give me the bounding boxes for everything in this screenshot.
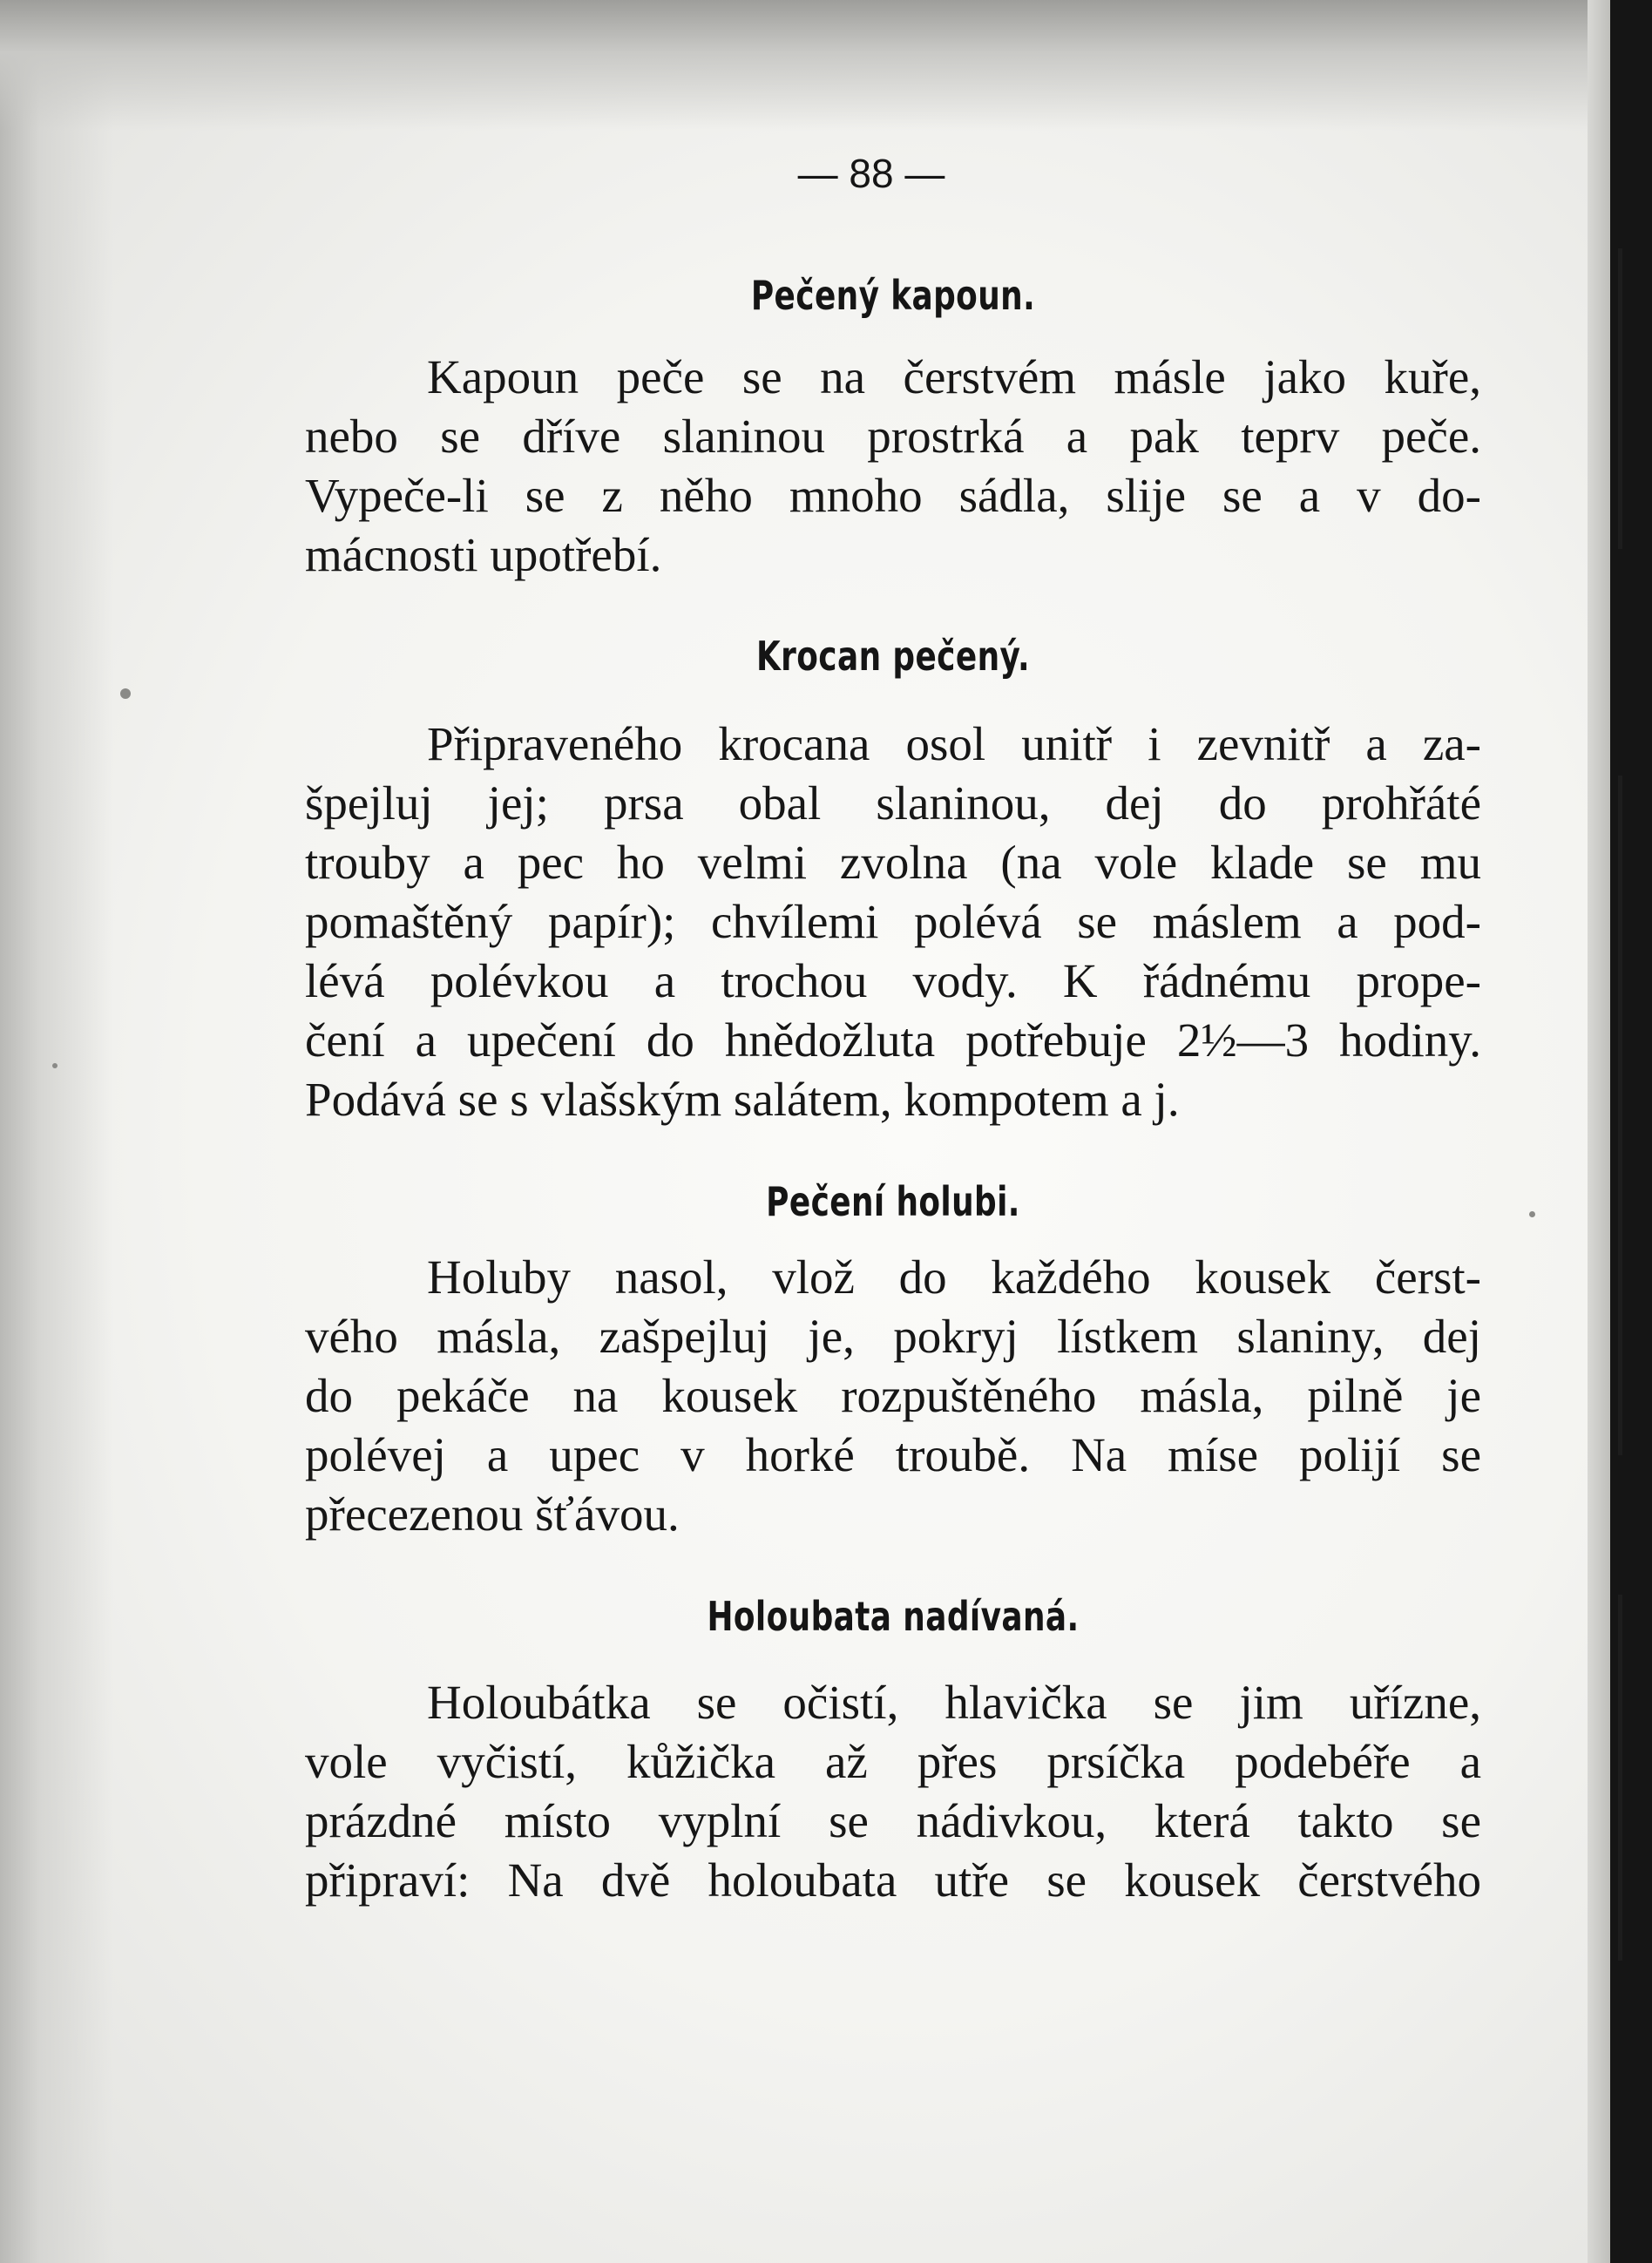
section-text-krocan (305, 715, 1481, 1129)
text-line: Připraveného krocana osol unitř i zevnitř a za- (427, 717, 1481, 770)
binding-mark (1618, 776, 1622, 1455)
page-left-shadow (0, 0, 113, 2263)
text-line: Vypeče-li se z něho mnoho sádla, slije se a v do- (305, 469, 1481, 522)
page-right-edge (1588, 0, 1610, 2263)
page-number-text: — 88 — (797, 151, 945, 196)
page-top-shadow (0, 0, 1652, 131)
text-line: do pekáče na kousek rozpuštěného másla, pilně je (305, 1369, 1481, 1422)
text-line: Kapoun peče se na čerstvém másle jako kuře, (427, 350, 1481, 403)
binding-mark (1618, 248, 1622, 549)
text-line: připraví: Na dvě holoubata utře se kousek čerstvého (305, 1853, 1481, 1907)
text-line: mácnosti upotřebí. (305, 528, 662, 581)
text-line: špejluj jej; prsa obal slaninou, dej do prohřáté (305, 776, 1481, 830)
binding-mark (1618, 1595, 1622, 1961)
section-heading-krocan: Krocan pečený. (755, 633, 1031, 680)
text-line: Podává se s vlašským salátem, kompotem a j. (305, 1073, 1180, 1126)
scan-border (1610, 0, 1652, 2263)
text-line: přecezenou šťávou. (305, 1487, 680, 1541)
text-line: trouby a pec ho velmi zvolna (na vole klade se mu (305, 836, 1481, 889)
text-line: Holoubátka se očistí, hlavička se jim uřízne, (427, 1676, 1481, 1729)
text-line: pomaštěný papír); chvílemi polévá se máslem a pod- (305, 895, 1481, 948)
section-heading-holubi: Pečení holubi. (766, 1178, 1020, 1225)
scan-speck (120, 688, 131, 699)
text-line: prázdné místo vyplní se nádivkou, která takto se (305, 1794, 1481, 1847)
section-text-kapoun (305, 348, 1481, 585)
section-text-holoubata (305, 1673, 1481, 1910)
text-line: vého másla, zašpejluj je, pokryj lístkem slaniny, dej (305, 1310, 1481, 1363)
section-heading-kapoun: Pečený kapoun. (750, 272, 1036, 319)
text-line: čení a upečení do hnědožluta potřebuje 2½—3 hodiny. (305, 1013, 1481, 1067)
scan-speck (52, 1063, 58, 1068)
text-line: Holuby nasol, vlož do každého kousek čerst- (427, 1250, 1481, 1304)
scan-speck (1529, 1211, 1535, 1217)
text-line: nebo se dříve slaninou prostrká a pak teprv peče. (305, 410, 1481, 463)
text-line: vole vyčistí, kůžička až přes prsíčka podebéře a (305, 1735, 1481, 1788)
text-line: polévej a upec v horké troubě. Na míse polijí se (305, 1428, 1481, 1481)
text-line: lévá polévkou a trochou vody. K řádnému prope- (305, 954, 1481, 1007)
section-text-holubi (305, 1248, 1481, 1544)
section-heading-holoubata: Holoubata nadívaná. (707, 1593, 1080, 1640)
